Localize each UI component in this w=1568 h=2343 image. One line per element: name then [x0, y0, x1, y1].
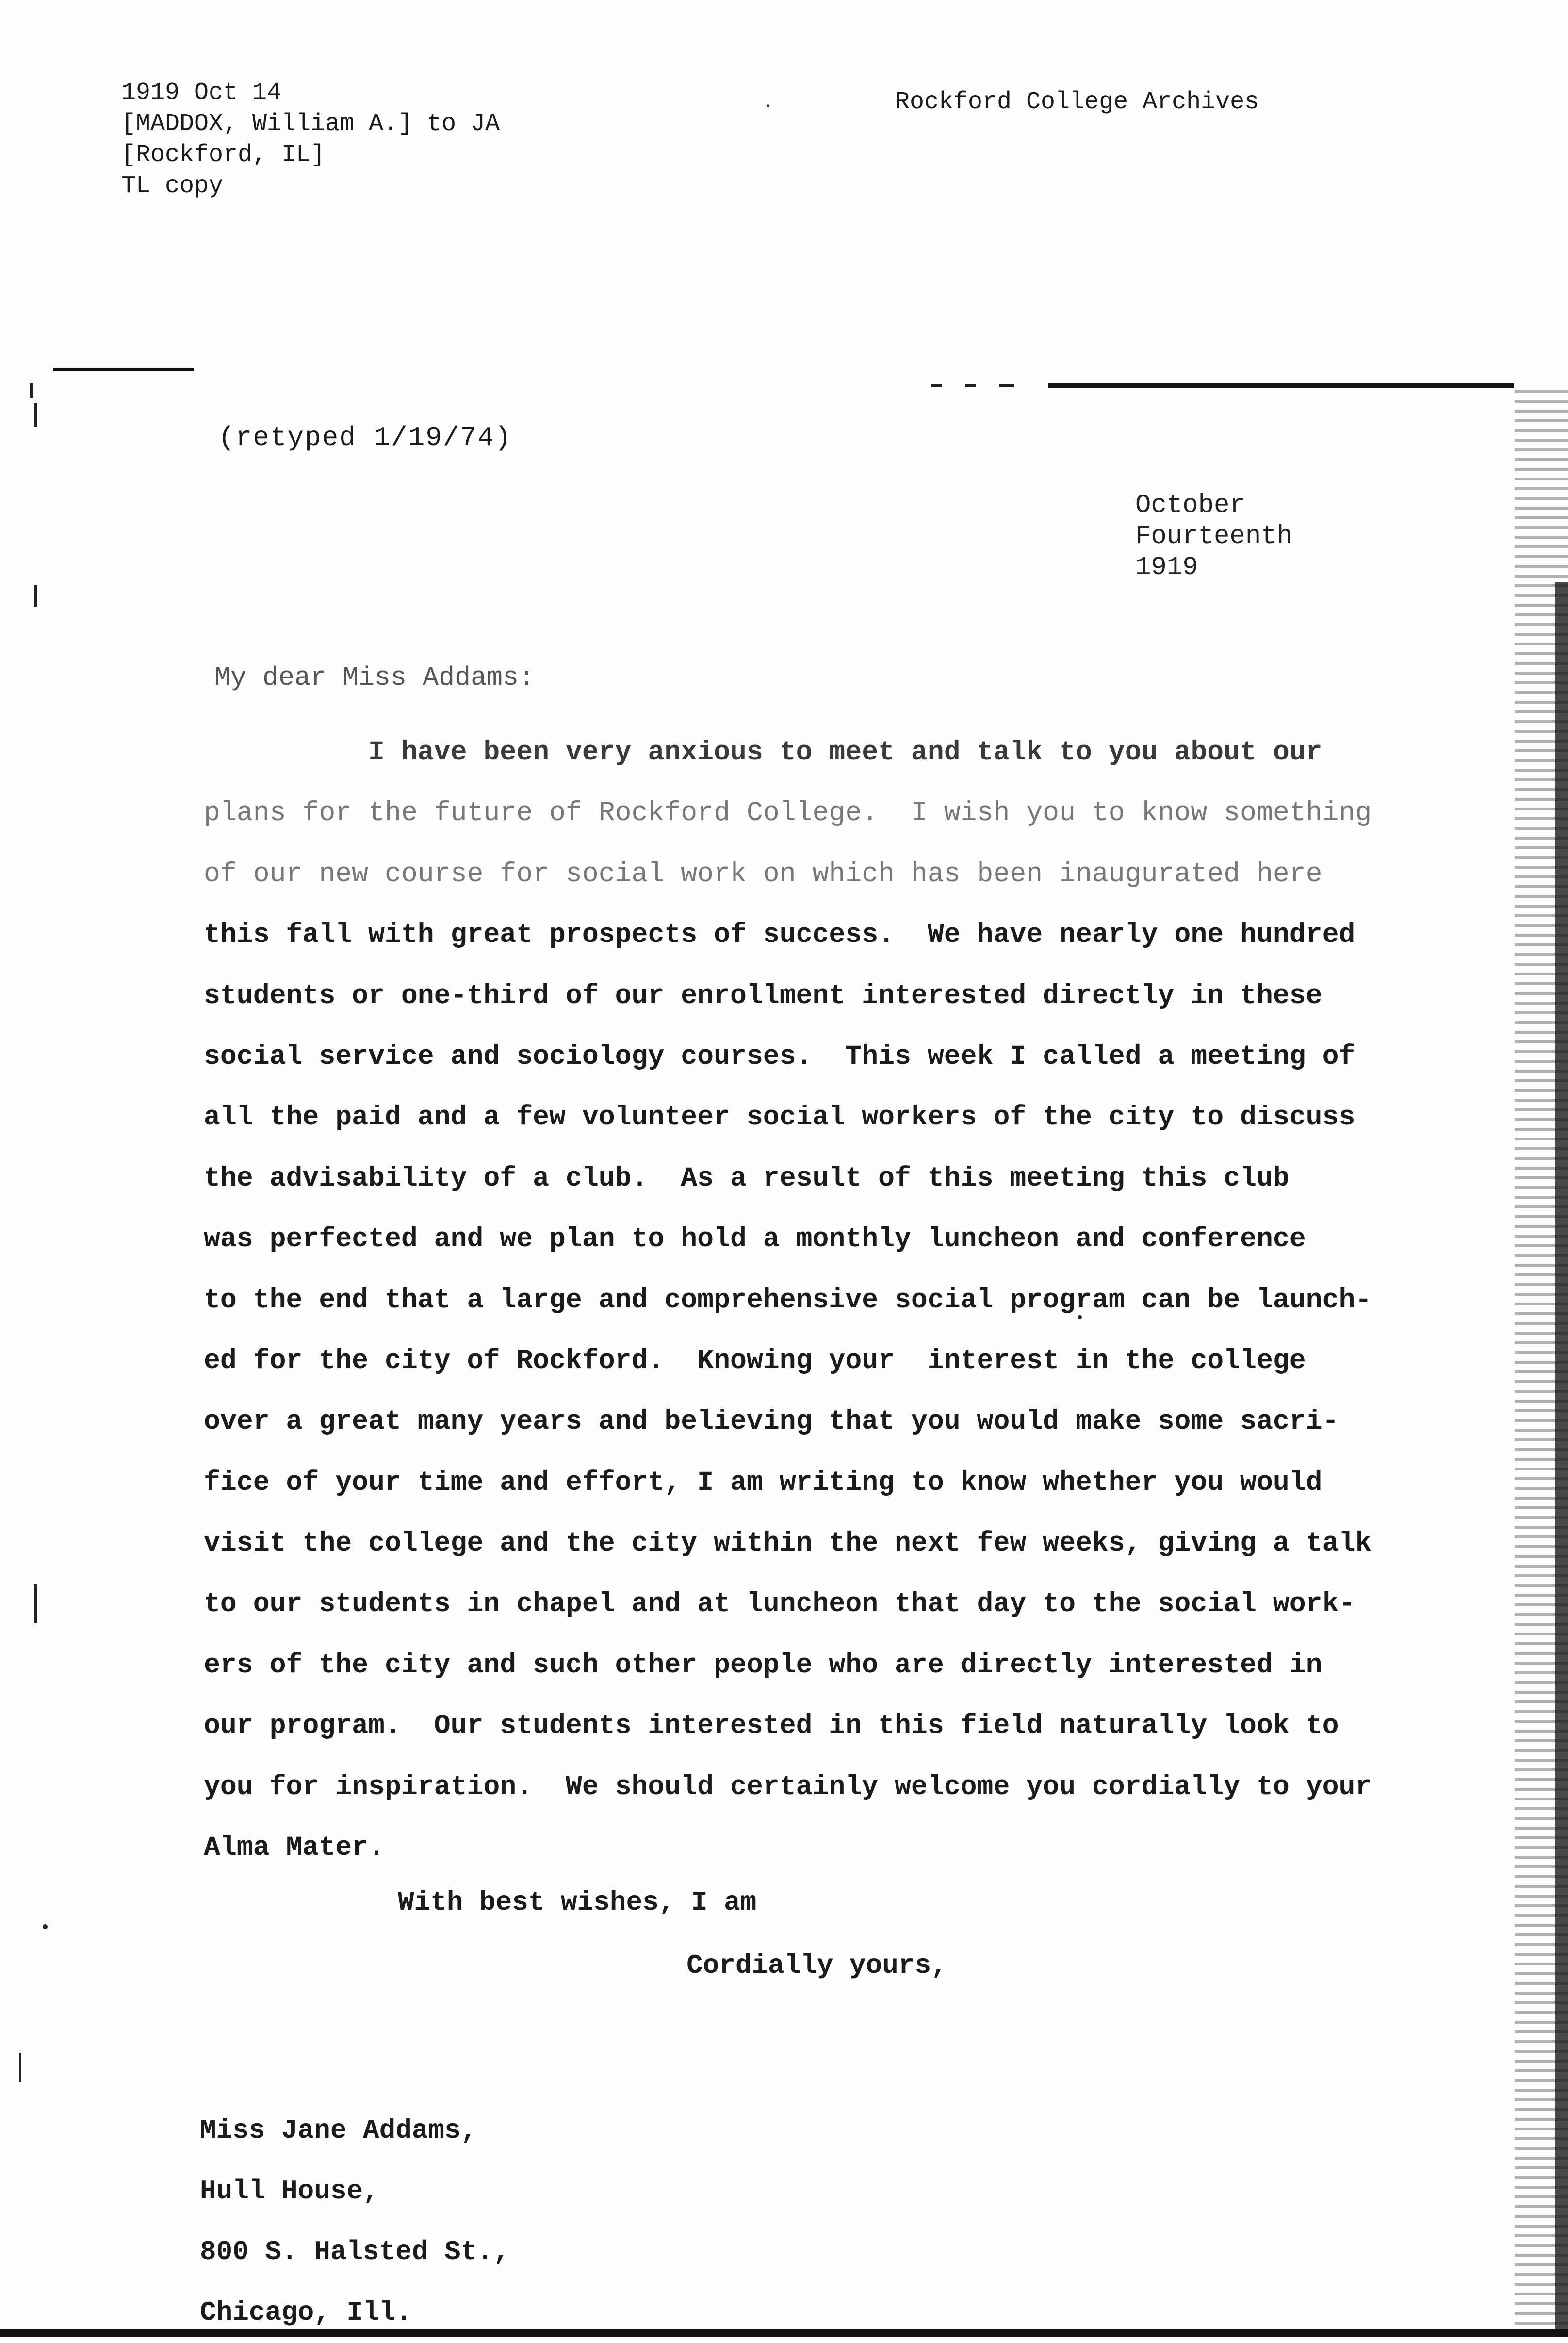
- photocopy-speck: [43, 1924, 48, 1929]
- archive-correspondents: [MADDOX, William A.] to JA: [121, 110, 500, 138]
- body-line: fice of your time and effort, I am writing to know whether you would: [204, 1467, 1323, 1498]
- margin-mark: [34, 585, 37, 607]
- retyped-note: (retyped 1/19/74): [218, 422, 512, 453]
- date-month: October: [1135, 491, 1245, 520]
- recipient-street: 800 S. Halsted St.,: [200, 2236, 510, 2267]
- complimentary-close: Cordially yours,: [686, 1950, 947, 1981]
- margin-mark: [30, 383, 33, 398]
- body-line: plans for the future of Rockford College. I wish you to know something: [204, 797, 1372, 829]
- salutation: My dear Miss Addams:: [214, 662, 535, 693]
- date-year: 1919: [1135, 553, 1198, 582]
- body-line: over a great many years and believing that you would make some sacri-: [204, 1406, 1339, 1437]
- archive-date: 1919 Oct 14: [121, 79, 282, 107]
- recipient-city: Chicago, Ill.: [200, 2297, 412, 2328]
- archive-source: Rockford College Archives: [895, 88, 1259, 116]
- recipient-name: Miss Jane Addams,: [200, 2115, 477, 2146]
- photocopy-dash: [965, 384, 976, 387]
- margin-mark: [34, 1584, 37, 1623]
- body-line: I have been very anxious to meet and talk to you about our: [204, 737, 1323, 768]
- body-line: our program. Our students interested in this field naturally look to: [204, 1710, 1339, 1742]
- photocopy-edge-rule-left: [53, 368, 194, 371]
- margin-mark: [34, 403, 37, 427]
- body-line: ed for the city of Rockford. Knowing your interest in the college: [204, 1345, 1306, 1376]
- photocopy-right-edge: [1555, 582, 1568, 2337]
- recipient-org: Hull House,: [200, 2176, 379, 2207]
- body-line: this fall with great prospects of success. We have nearly one hundred: [204, 919, 1356, 951]
- body-line: the advisability of a club. As a result of this meeting this club: [204, 1162, 1290, 1194]
- photocopy-edge-rule-right: [1048, 383, 1514, 388]
- archive-copy-type: TL copy: [121, 172, 224, 200]
- letter-body: [204, 722, 1485, 1878]
- body-line: Alma Mater.: [204, 1832, 385, 1864]
- archive-citation: [121, 78, 500, 202]
- recipient-address: [200, 2100, 510, 2343]
- body-line: you for inspiration. We should certainly welcome you cordially to your: [204, 1771, 1372, 1802]
- photocopy-dash: [999, 384, 1014, 387]
- photocopy-dash: [931, 384, 942, 387]
- archive-place: [Rockford, IL]: [121, 141, 326, 169]
- body-line: of our new course for social work on which has been inaugurated here: [204, 858, 1323, 890]
- body-line: social service and sociology courses. This week I called a meeting of: [204, 1040, 1356, 1072]
- letter-date: [1135, 490, 1292, 583]
- body-line: was perfected and we plan to hold a monthly luncheon and conference: [204, 1223, 1306, 1255]
- body-line: to our students in chapel and at luncheon that day to the social work-: [204, 1588, 1356, 1620]
- body-line: to the end that a large and comprehensive social program can be launch-: [204, 1284, 1372, 1316]
- body-line: students or one-third of our enrollment interested directly in these: [204, 980, 1323, 1011]
- margin-mark: [19, 2053, 21, 2082]
- body-line: all the paid and a few volunteer social workers of the city to discuss: [204, 1102, 1356, 1133]
- closing-wishes: With best wishes, I am: [398, 1887, 757, 1918]
- body-line: ers of the city and such other people who are directly interested in: [204, 1649, 1323, 1681]
- body-line: visit the college and the city within the next few weeks, giving a talk: [204, 1528, 1372, 1559]
- photocopy-speck: [767, 104, 769, 107]
- date-day: Fourteenth: [1135, 522, 1293, 551]
